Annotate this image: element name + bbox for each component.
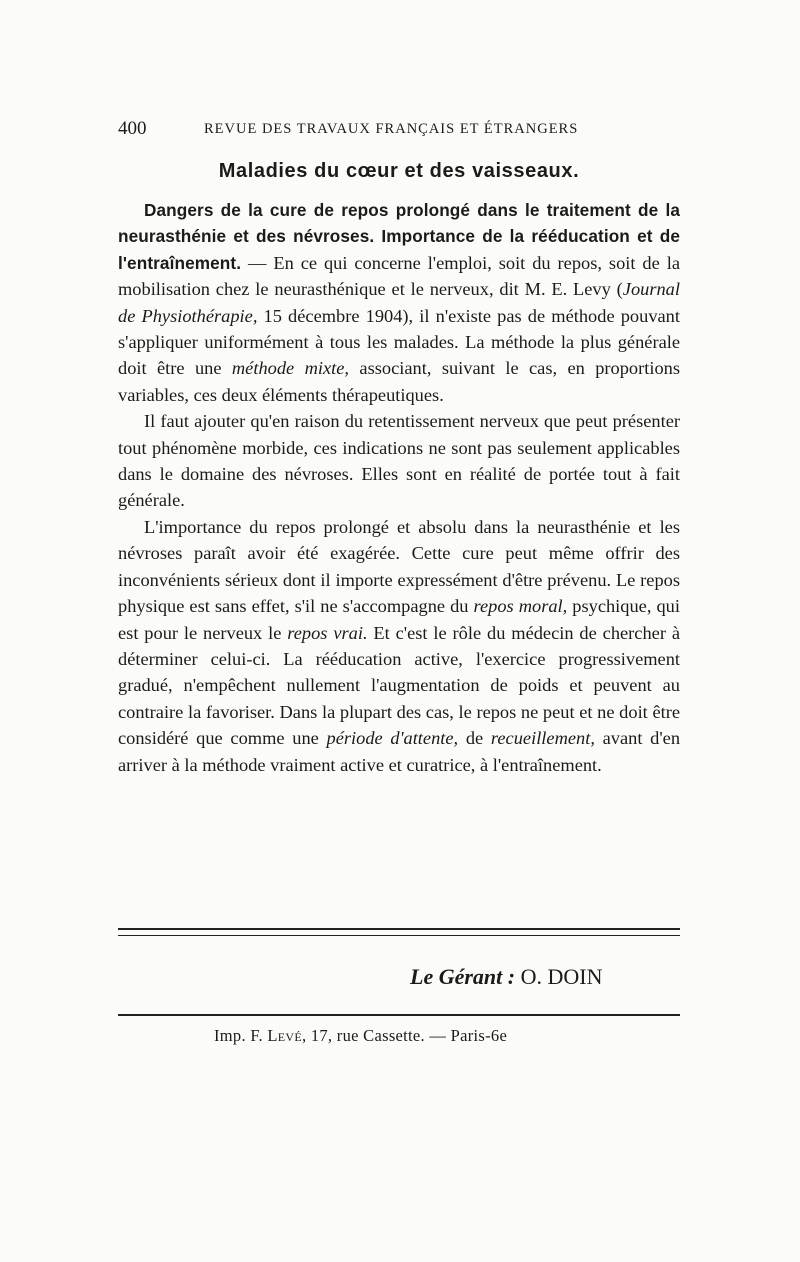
page-number: 400 (118, 118, 147, 139)
paragraph-1-text-a: — En ce qui concerne l'emploi, soit du repos, soit de la mobilisation chez le neurasthénique et le nerveux, dit M. E. Levy ( (118, 252, 680, 300)
paragraph-1-text-c: associant, suivant le cas, en proportions variables, ces deux éléments thérapeutiques. (118, 358, 681, 405)
paragraph-3 (118, 514, 680, 778)
printer-imprint (214, 1026, 507, 1046)
running-head (118, 118, 678, 144)
paragraph-1-text-b: 15 décembre 1904), il n'existe pas de méthode pouvant s'appliquer uniformément à tous les malades. La méthode la plus générale doit être une (118, 305, 680, 379)
journal-title: REVUE DES TRAVAUX FRANÇAIS ET ÉTRANGERS (204, 121, 579, 137)
article-body (118, 197, 680, 778)
double-rule-divider (118, 928, 680, 936)
paragraph-1 (118, 197, 680, 408)
emphasis-methode-mixte: méthode mixte, (231, 358, 350, 379)
imprint-address: 17, rue Cassette. — Paris-6e (310, 1026, 508, 1045)
section-heading: Maladies du cœur et des vaisseaux. (218, 160, 580, 182)
signature-name: O. DOIN (520, 964, 603, 989)
emphasis-repos-vrai: repos vrai. (287, 622, 368, 643)
paragraph-3-text-b: psychique, qui est pour le nerveux le (118, 596, 680, 643)
imprint-prefix: Imp. F. (214, 1026, 263, 1045)
rule-divider (118, 1014, 680, 1016)
article-title: Dangers de la cure de repos prolongé dans le traitement de la neurasthénie et des névroses. Importance de la rééducation et de l'entraînement. (118, 200, 680, 273)
emphasis-recueillement: recueillement, (490, 728, 595, 749)
emphasis-repos-moral: repos moral, (473, 596, 568, 617)
imprint-printer: Levé, (267, 1026, 307, 1045)
paragraph-3-text-d: de (458, 728, 491, 749)
paragraph-3-text-a: L'importance du repos prolongé et absolu dans la neurasthénie et les névroses paraît avoir été exagérée. Cette cure peut même offrir des inconvénients sérieux dont il importe expressément d'être prévenu. Le repos physique est sans effet, s'il ne s'accompagne du (118, 516, 680, 617)
paragraph-2: Il faut ajouter qu'en raison du retentissement nerveux que peut présenter tout phénomène morbide, ces indications ne sont pas seulement applicables dans le domaine des névroses. Elles sont en réalité de portée tout à fait générale. (118, 411, 680, 511)
signature-label: Le Gérant : (410, 964, 516, 989)
journal-reference: Journal de Physiothérapie, (118, 279, 680, 326)
emphasis-periode-attente: période d'attente, (326, 728, 459, 749)
paragraph-3-text-e: avant d'en arriver à la méthode vraiment active et curatrice, à l'entraînement. (118, 728, 681, 775)
signature-line (410, 964, 602, 990)
paragraph-3-text-c: Et c'est le rôle du médecin de chercher à déterminer celui-ci. La rééducation active, l'exercice progressivement gradué, n'empêchent nullement l'augmentation de poids et peuvent au contraire la favoriser. Dans la plupart des cas, le repos ne peut et ne doit être considéré que comme une (118, 622, 680, 749)
